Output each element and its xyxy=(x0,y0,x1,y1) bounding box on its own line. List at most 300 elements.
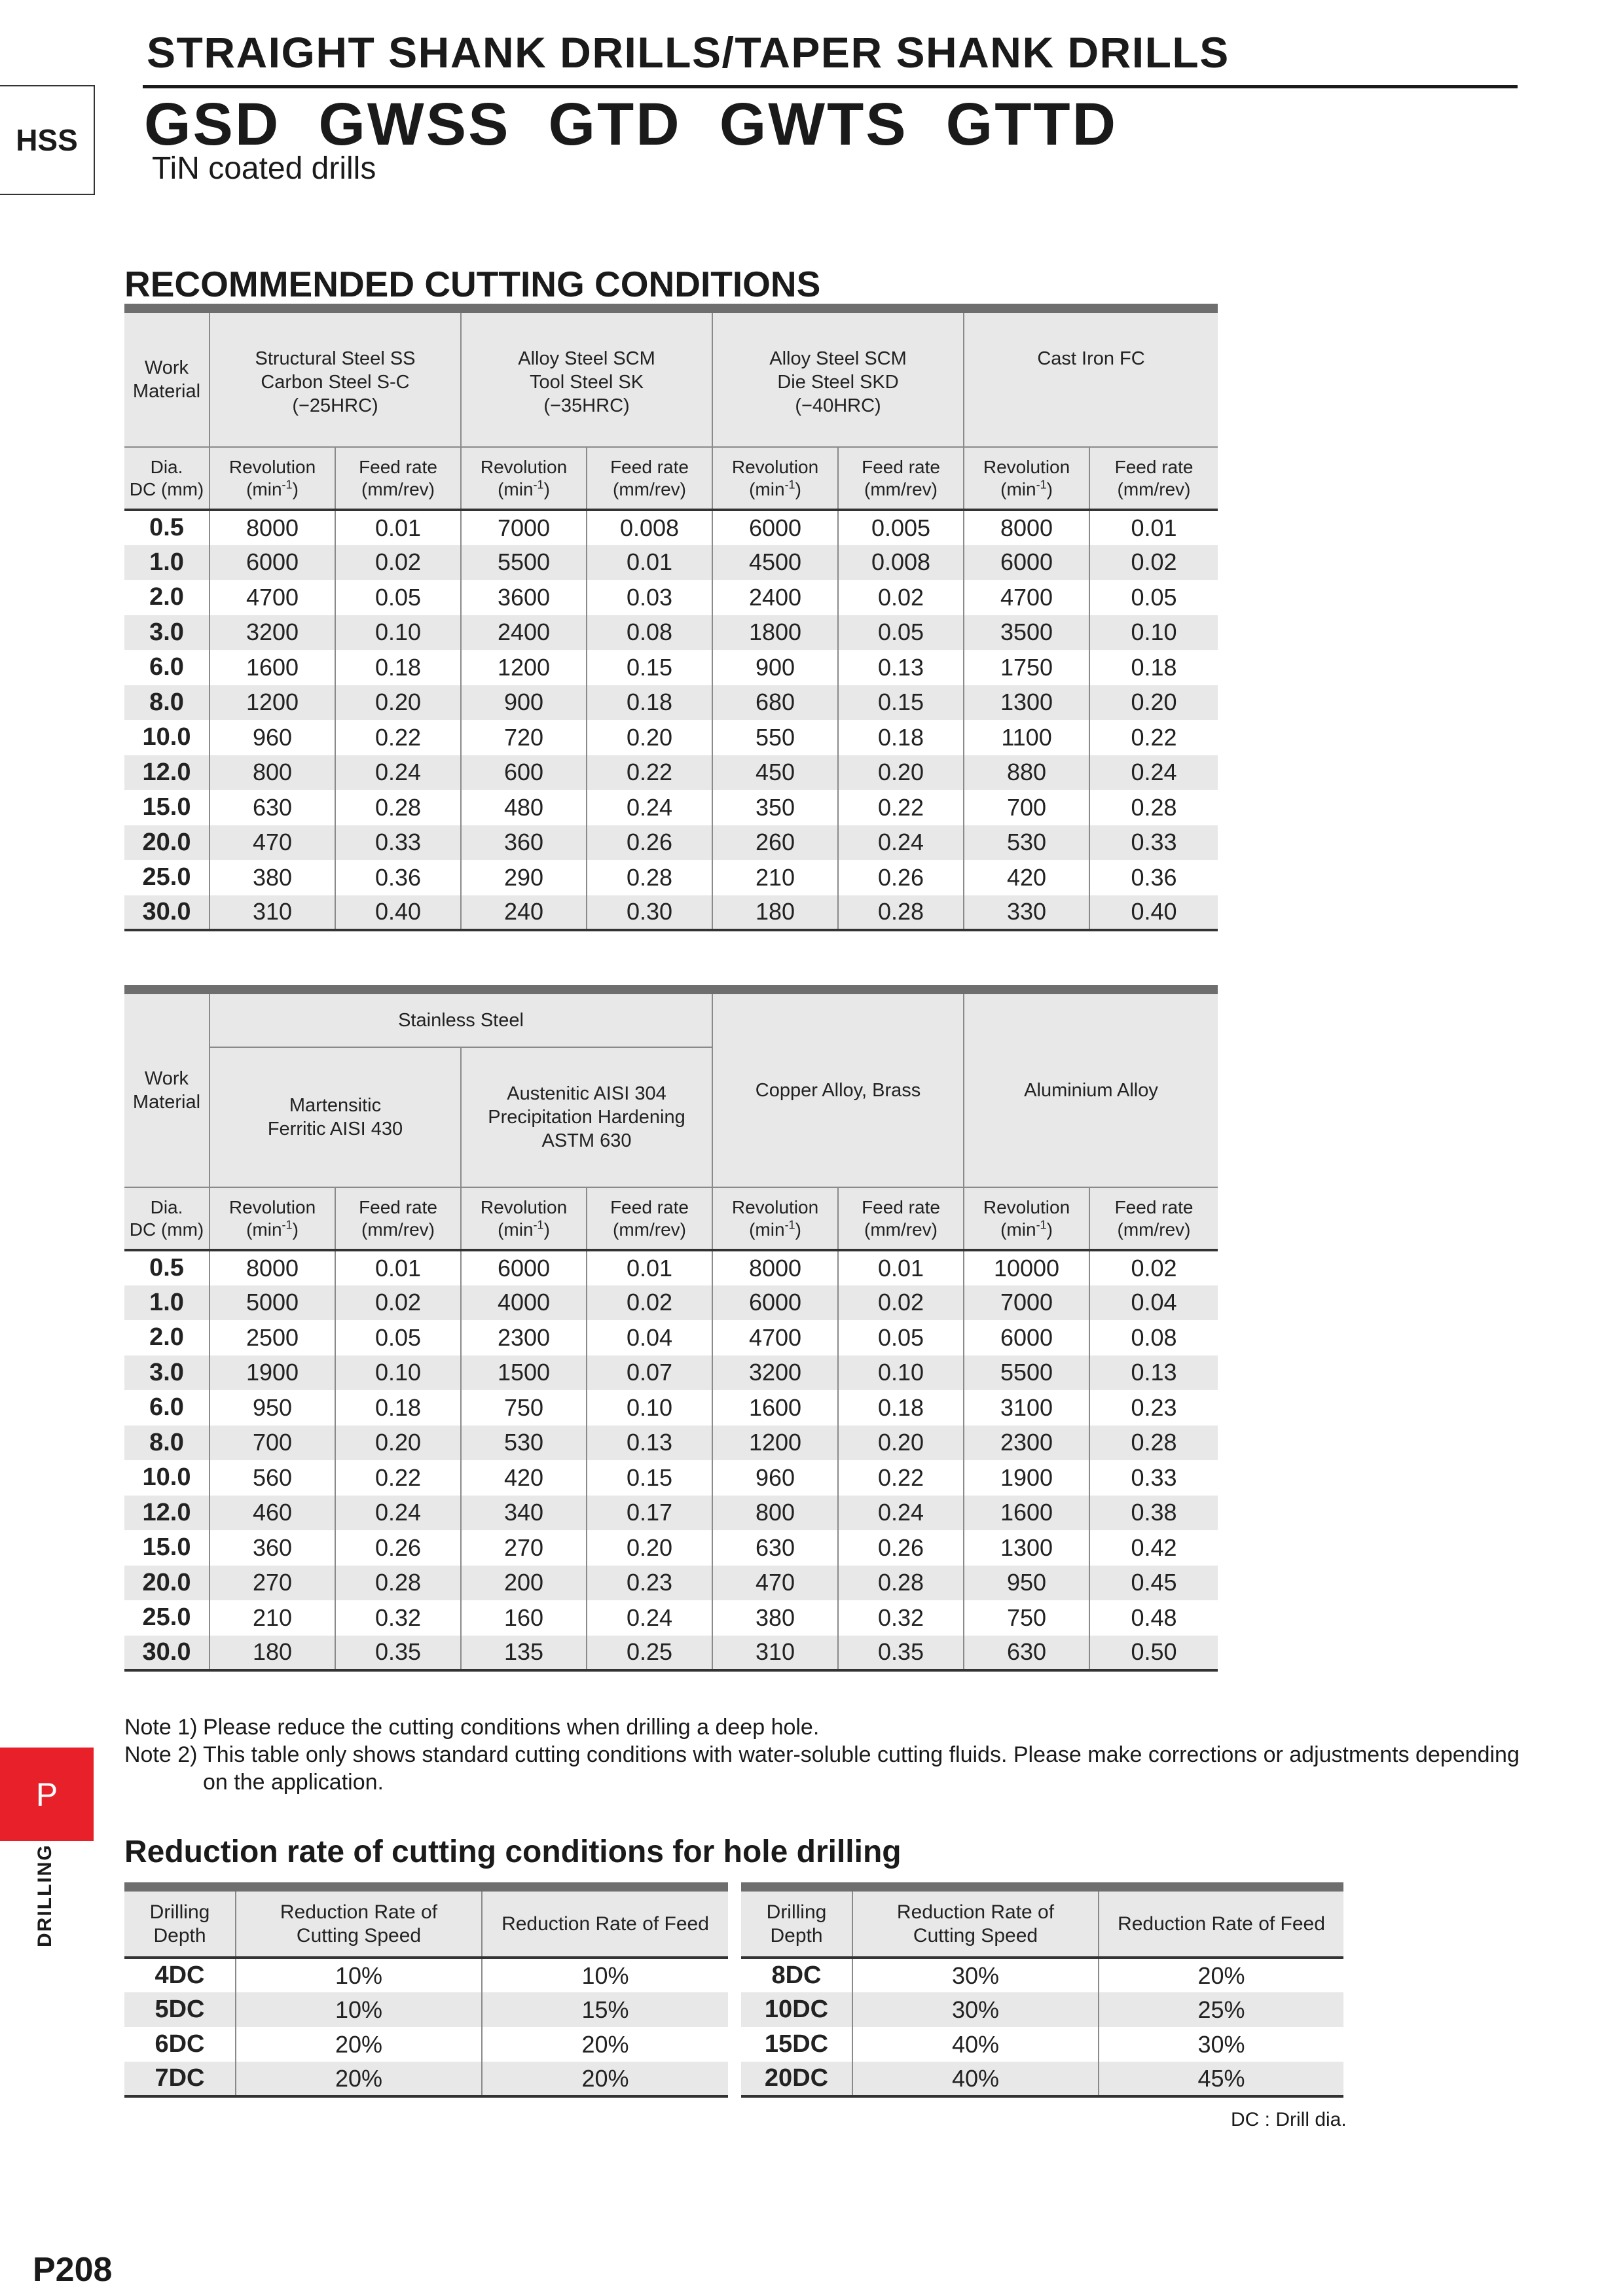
table-row xyxy=(124,545,1218,581)
value-cell: 360 xyxy=(210,1530,335,1566)
feed-rate-header: Feed rate (mm/rev) xyxy=(838,1187,964,1250)
value-cell: 0.18 xyxy=(1089,650,1218,685)
value-cell: 0.20 xyxy=(587,720,712,755)
value-cell: 40% xyxy=(852,2027,1099,2062)
value-cell: 1100 xyxy=(964,720,1089,755)
hss-side-tab: HSS xyxy=(0,85,95,195)
value-cell: 0.15 xyxy=(587,1460,712,1496)
diameter-cell: 20.0 xyxy=(124,1566,210,1601)
note-text: Please reduce the cutting conditions when drilling a deep hole. xyxy=(203,1715,820,1740)
section-title: RECOMMENDED CUTTING CONDITIONS xyxy=(124,264,821,304)
note-item xyxy=(124,1741,1532,1796)
table-row xyxy=(124,1600,1218,1636)
value-cell: 25% xyxy=(1099,1992,1343,2027)
value-cell: 0.50 xyxy=(1089,1636,1218,1671)
table-row xyxy=(741,1992,1343,2027)
revolution-header: Revolution $(\min^{-1})$ xyxy=(712,1187,838,1250)
revolution-header: Revolution $(\min^{-1})$ xyxy=(964,447,1089,510)
material-header: Alloy Steel SCM Tool Steel SK (−35HRC) xyxy=(461,308,712,447)
product-code: GTD xyxy=(548,91,682,158)
value-cell: 0.24 xyxy=(335,1496,461,1531)
value-cell: 530 xyxy=(964,825,1089,861)
value-cell: 6000 xyxy=(461,1250,587,1285)
diameter-cell: 10.0 xyxy=(124,1460,210,1496)
depth-cell: 8DC xyxy=(741,1958,852,1992)
value-cell: 700 xyxy=(210,1426,335,1461)
value-cell: 8000 xyxy=(712,1250,838,1285)
value-cell: 750 xyxy=(461,1390,587,1426)
value-cell: 0.26 xyxy=(838,860,964,895)
value-cell: 0.02 xyxy=(1089,545,1218,581)
value-cell: 135 xyxy=(461,1636,587,1671)
table-row xyxy=(124,790,1218,825)
value-cell: 0.008 xyxy=(587,510,712,545)
value-cell: 0.26 xyxy=(335,1530,461,1566)
value-cell: 5500 xyxy=(461,545,587,581)
value-cell: 20% xyxy=(236,2062,482,2096)
value-cell: 8000 xyxy=(210,510,335,545)
value-cell: 600 xyxy=(461,755,587,791)
value-cell: 1600 xyxy=(210,650,335,685)
value-cell: 6000 xyxy=(712,1285,838,1321)
diameter-cell: 3.0 xyxy=(124,1355,210,1391)
value-cell: 0.10 xyxy=(335,1355,461,1391)
diameter-cell: 8.0 xyxy=(124,685,210,721)
value-cell: 0.02 xyxy=(838,1285,964,1321)
value-cell: 2300 xyxy=(461,1320,587,1355)
stainless-steel-header: Stainless Steel xyxy=(210,990,712,1047)
value-cell: 3200 xyxy=(210,615,335,651)
value-cell: 0.01 xyxy=(335,510,461,545)
value-cell: 0.33 xyxy=(1089,825,1218,861)
value-cell: 0.03 xyxy=(587,580,712,615)
value-cell: 0.24 xyxy=(587,790,712,825)
value-cell: 0.38 xyxy=(1089,1496,1218,1531)
value-cell: 0.01 xyxy=(335,1250,461,1285)
revolution-header: Revolution $(\min^{-1})$ xyxy=(210,1187,335,1250)
table-row xyxy=(124,685,1218,721)
value-cell: 10% xyxy=(482,1958,728,1992)
category-label-drilling: DRILLING xyxy=(34,1844,56,1947)
value-cell: 880 xyxy=(964,755,1089,791)
value-cell: 1600 xyxy=(964,1496,1089,1531)
value-cell: 960 xyxy=(712,1460,838,1496)
note-text: This table only shows standard cutting conditions with water-soluble cutting fluids. Please make corrections or adjustments depending on the application. xyxy=(203,1742,1520,1795)
value-cell: 4700 xyxy=(712,1320,838,1355)
value-cell: 0.33 xyxy=(335,825,461,861)
value-cell: 0.23 xyxy=(587,1566,712,1601)
table-row xyxy=(124,1320,1218,1355)
value-cell: 40% xyxy=(852,2062,1099,2096)
value-cell: 0.20 xyxy=(335,1426,461,1461)
value-cell: 340 xyxy=(461,1496,587,1531)
value-cell: 0.26 xyxy=(587,825,712,861)
revolution-header: Revolution $(\min^{-1})$ xyxy=(461,1187,587,1250)
value-cell: 0.04 xyxy=(587,1320,712,1355)
value-cell: 5500 xyxy=(964,1355,1089,1391)
value-cell: 0.05 xyxy=(1089,580,1218,615)
depth-cell: 10DC xyxy=(741,1992,852,2027)
speed-reduction-header: Reduction Rate of Cutting Speed xyxy=(236,1887,482,1958)
value-cell: 20% xyxy=(482,2027,728,2062)
value-cell: 0.40 xyxy=(1089,895,1218,931)
product-code: GTTD xyxy=(945,91,1118,158)
value-cell: 0.35 xyxy=(838,1636,964,1671)
product-subtitle: TiN coated drills xyxy=(152,151,376,186)
value-cell: 2500 xyxy=(210,1320,335,1355)
table-row xyxy=(124,1566,1218,1601)
material-header: Martensitic Ferritic AISI 430 xyxy=(210,1047,461,1187)
value-cell: 10% xyxy=(236,1992,482,2027)
value-cell: 0.10 xyxy=(1089,615,1218,651)
diameter-cell: 6.0 xyxy=(124,1390,210,1426)
value-cell: 0.01 xyxy=(838,1250,964,1285)
note-item xyxy=(124,1713,1532,1741)
value-cell: 0.24 xyxy=(587,1600,712,1636)
value-cell: 160 xyxy=(461,1600,587,1636)
feed-rate-header: Feed rate (mm/rev) xyxy=(587,447,712,510)
value-cell: 0.22 xyxy=(838,790,964,825)
table-row xyxy=(124,1992,728,2027)
value-cell: 680 xyxy=(712,685,838,721)
table-row xyxy=(124,650,1218,685)
value-cell: 380 xyxy=(712,1600,838,1636)
value-cell: 210 xyxy=(712,860,838,895)
drilling-depth-header: Drilling Depth xyxy=(124,1887,236,1958)
value-cell: 1600 xyxy=(712,1390,838,1426)
value-cell: 270 xyxy=(210,1566,335,1601)
value-cell: 0.22 xyxy=(1089,720,1218,755)
value-cell: 800 xyxy=(712,1496,838,1531)
table-row xyxy=(124,1958,728,1992)
value-cell: 0.28 xyxy=(838,895,964,931)
value-cell: 0.36 xyxy=(335,860,461,895)
value-cell: 0.13 xyxy=(1089,1355,1218,1391)
table-row xyxy=(124,2062,728,2096)
table-row xyxy=(124,580,1218,615)
value-cell: 0.32 xyxy=(335,1600,461,1636)
value-cell: 0.24 xyxy=(838,1496,964,1531)
value-cell: 0.01 xyxy=(587,1250,712,1285)
feed-rate-header: Feed rate (mm/rev) xyxy=(335,447,461,510)
value-cell: 0.08 xyxy=(1089,1320,1218,1355)
note-label: Note 2) xyxy=(124,1742,198,1767)
value-cell: 4500 xyxy=(712,545,838,581)
revolution-header: Revolution $(\min^{-1})$ xyxy=(964,1187,1089,1250)
value-cell: 1200 xyxy=(210,685,335,721)
diameter-cell: 15.0 xyxy=(124,790,210,825)
value-cell: 0.18 xyxy=(335,1390,461,1426)
value-cell: 30% xyxy=(852,1958,1099,1992)
value-cell: 0.02 xyxy=(1089,1250,1218,1285)
table-row xyxy=(124,1426,1218,1461)
value-cell: 20% xyxy=(1099,1958,1343,1992)
value-cell: 0.28 xyxy=(1089,1426,1218,1461)
diameter-cell: 12.0 xyxy=(124,1496,210,1531)
page-heading: STRAIGHT SHANK DRILLS/TAPER SHANK DRILLS xyxy=(147,28,1230,77)
value-cell: 4700 xyxy=(210,580,335,615)
depth-cell: 20DC xyxy=(741,2062,852,2096)
diameter-cell: 30.0 xyxy=(124,895,210,931)
product-code: GSD xyxy=(144,91,281,158)
reduction-table-right xyxy=(741,1882,1343,2098)
table-row xyxy=(124,860,1218,895)
value-cell: 0.005 xyxy=(838,510,964,545)
value-cell: 210 xyxy=(210,1600,335,1636)
value-cell: 10% xyxy=(236,1958,482,1992)
feed-reduction-header: Reduction Rate of Feed xyxy=(1099,1887,1343,1958)
value-cell: 30% xyxy=(852,1992,1099,2027)
value-cell: 0.20 xyxy=(587,1530,712,1566)
value-cell: 6000 xyxy=(210,545,335,581)
value-cell: 700 xyxy=(964,790,1089,825)
value-cell: 1200 xyxy=(712,1426,838,1461)
value-cell: 290 xyxy=(461,860,587,895)
value-cell: 180 xyxy=(712,895,838,931)
diameter-cell: 8.0 xyxy=(124,1426,210,1461)
value-cell: 0.07 xyxy=(587,1355,712,1391)
value-cell: 0.10 xyxy=(838,1355,964,1391)
value-cell: 0.10 xyxy=(335,615,461,651)
table-row xyxy=(741,1958,1343,1992)
value-cell: 0.20 xyxy=(1089,685,1218,721)
diameter-cell: 20.0 xyxy=(124,825,210,861)
table-row xyxy=(124,1530,1218,1566)
value-cell: 0.18 xyxy=(587,685,712,721)
depth-cell: 15DC xyxy=(741,2027,852,2062)
diameter-cell: 15.0 xyxy=(124,1530,210,1566)
table-row xyxy=(124,895,1218,931)
value-cell: 0.02 xyxy=(335,545,461,581)
table-row xyxy=(124,1390,1218,1426)
value-cell: 0.48 xyxy=(1089,1600,1218,1636)
value-cell: 0.13 xyxy=(587,1426,712,1461)
value-cell: 2400 xyxy=(712,580,838,615)
feed-rate-header: Feed rate (mm/rev) xyxy=(335,1187,461,1250)
revolution-header: Revolution $(\min^{-1})$ xyxy=(461,447,587,510)
table-row xyxy=(741,2062,1343,2096)
value-cell: 460 xyxy=(210,1496,335,1531)
value-cell: 2300 xyxy=(964,1426,1089,1461)
value-cell: 0.33 xyxy=(1089,1460,1218,1496)
value-cell: 0.05 xyxy=(838,1320,964,1355)
material-header: Structural Steel SS Carbon Steel S-C (−25HRC) xyxy=(210,308,461,447)
value-cell: 3500 xyxy=(964,615,1089,651)
value-cell: 2400 xyxy=(461,615,587,651)
value-cell: 20% xyxy=(482,2062,728,2096)
value-cell: 960 xyxy=(210,720,335,755)
value-cell: 0.22 xyxy=(335,720,461,755)
value-cell: 0.05 xyxy=(335,580,461,615)
value-cell: 1200 xyxy=(461,650,587,685)
depth-cell: 7DC xyxy=(124,2062,236,2096)
value-cell: 1500 xyxy=(461,1355,587,1391)
value-cell: 0.05 xyxy=(838,615,964,651)
table-row xyxy=(124,1636,1218,1671)
value-cell: 530 xyxy=(461,1426,587,1461)
table-row xyxy=(124,615,1218,651)
table-row xyxy=(124,1355,1218,1391)
category-tab-p: P xyxy=(0,1748,94,1841)
value-cell: 1300 xyxy=(964,685,1089,721)
reduction-title: Reduction rate of cutting conditions for hole drilling xyxy=(124,1835,902,1869)
value-cell: 1300 xyxy=(964,1530,1089,1566)
dc-footnote: DC : Drill dia. xyxy=(1231,2109,1347,2130)
material-header: Cast Iron FC xyxy=(964,308,1218,447)
value-cell: 270 xyxy=(461,1530,587,1566)
value-cell: 0.18 xyxy=(335,650,461,685)
diameter-cell: 1.0 xyxy=(124,545,210,581)
value-cell: 0.22 xyxy=(335,1460,461,1496)
value-cell: 0.15 xyxy=(587,650,712,685)
value-cell: 420 xyxy=(964,860,1089,895)
value-cell: 750 xyxy=(964,1600,1089,1636)
dia-header: Dia. DC (mm) xyxy=(124,447,210,510)
value-cell: 630 xyxy=(712,1530,838,1566)
value-cell: 4700 xyxy=(964,580,1089,615)
value-cell: 0.45 xyxy=(1089,1566,1218,1601)
value-cell: 3200 xyxy=(712,1355,838,1391)
table-row xyxy=(124,755,1218,791)
value-cell: 0.20 xyxy=(838,1426,964,1461)
value-cell: 470 xyxy=(712,1566,838,1601)
page-number: P208 xyxy=(33,2251,113,2289)
value-cell: 0.35 xyxy=(335,1636,461,1671)
value-cell: 180 xyxy=(210,1636,335,1671)
value-cell: 0.20 xyxy=(838,755,964,791)
revolution-header: Revolution $(\min^{-1})$ xyxy=(210,447,335,510)
value-cell: 380 xyxy=(210,860,335,895)
table-row xyxy=(741,2027,1343,2062)
value-cell: 0.28 xyxy=(335,790,461,825)
value-cell: 480 xyxy=(461,790,587,825)
value-cell: 7000 xyxy=(964,1285,1089,1321)
value-cell: 470 xyxy=(210,825,335,861)
value-cell: 0.26 xyxy=(838,1530,964,1566)
value-cell: 0.40 xyxy=(335,895,461,931)
value-cell: 0.25 xyxy=(587,1636,712,1671)
value-cell: 0.24 xyxy=(838,825,964,861)
value-cell: 0.10 xyxy=(587,1390,712,1426)
revolution-header: Revolution $(\min^{-1})$ xyxy=(712,447,838,510)
table-row xyxy=(124,1496,1218,1531)
table-row xyxy=(124,720,1218,755)
value-cell: 0.28 xyxy=(1089,790,1218,825)
diameter-cell: 25.0 xyxy=(124,1600,210,1636)
value-cell: 550 xyxy=(712,720,838,755)
diameter-cell: 6.0 xyxy=(124,650,210,685)
value-cell: 0.13 xyxy=(838,650,964,685)
value-cell: 0.30 xyxy=(587,895,712,931)
value-cell: 0.05 xyxy=(335,1320,461,1355)
value-cell: 1750 xyxy=(964,650,1089,685)
value-cell: 360 xyxy=(461,825,587,861)
value-cell: 240 xyxy=(461,895,587,931)
value-cell: 0.02 xyxy=(587,1285,712,1321)
value-cell: 1800 xyxy=(712,615,838,651)
reduction-table-left xyxy=(124,1882,728,2098)
value-cell: 30% xyxy=(1099,2027,1343,2062)
diameter-cell: 0.5 xyxy=(124,510,210,545)
value-cell: 0.28 xyxy=(587,860,712,895)
diameter-cell: 2.0 xyxy=(124,1320,210,1355)
material-header: Copper Alloy, Brass xyxy=(712,990,964,1187)
table-row xyxy=(124,510,1218,545)
value-cell: 6000 xyxy=(712,510,838,545)
value-cell: 0.22 xyxy=(838,1460,964,1496)
feed-reduction-header: Reduction Rate of Feed xyxy=(482,1887,728,1958)
value-cell: 0.20 xyxy=(335,685,461,721)
value-cell: 20% xyxy=(236,2027,482,2062)
work-material-header: Work Material xyxy=(124,990,210,1187)
value-cell: 720 xyxy=(461,720,587,755)
value-cell: 330 xyxy=(964,895,1089,931)
value-cell: 0.18 xyxy=(838,1390,964,1426)
value-cell: 630 xyxy=(964,1636,1089,1671)
depth-cell: 6DC xyxy=(124,2027,236,2062)
value-cell: 200 xyxy=(461,1566,587,1601)
value-cell: 10000 xyxy=(964,1250,1089,1285)
value-cell: 0.22 xyxy=(587,755,712,791)
table-row xyxy=(124,1285,1218,1321)
value-cell: 0.02 xyxy=(335,1285,461,1321)
value-cell: 260 xyxy=(712,825,838,861)
drilling-depth-header: Drilling Depth xyxy=(741,1887,852,1958)
value-cell: 8000 xyxy=(210,1250,335,1285)
product-code: GWSS xyxy=(318,91,511,158)
diameter-cell: 0.5 xyxy=(124,1250,210,1285)
value-cell: 0.28 xyxy=(838,1566,964,1601)
diameter-cell: 12.0 xyxy=(124,755,210,791)
value-cell: 7000 xyxy=(461,510,587,545)
product-code: GWTS xyxy=(719,91,908,158)
feed-rate-header: Feed rate (mm/rev) xyxy=(587,1187,712,1250)
value-cell: 45% xyxy=(1099,2062,1343,2096)
value-cell: 0.36 xyxy=(1089,860,1218,895)
depth-cell: 4DC xyxy=(124,1958,236,1992)
table-row xyxy=(124,825,1218,861)
table-row xyxy=(124,2027,728,2062)
diameter-cell: 10.0 xyxy=(124,720,210,755)
value-cell: 0.42 xyxy=(1089,1530,1218,1566)
value-cell: 310 xyxy=(210,895,335,931)
diameter-cell: 3.0 xyxy=(124,615,210,651)
value-cell: 630 xyxy=(210,790,335,825)
value-cell: 0.17 xyxy=(587,1496,712,1531)
cutting-conditions-table-1 xyxy=(124,304,1218,931)
table-row xyxy=(124,1460,1218,1496)
value-cell: 900 xyxy=(712,650,838,685)
depth-cell: 5DC xyxy=(124,1992,236,2027)
value-cell: 0.28 xyxy=(335,1566,461,1601)
value-cell: 6000 xyxy=(964,545,1089,581)
value-cell: 420 xyxy=(461,1460,587,1496)
material-header: Alloy Steel SCM Die Steel SKD (−40HRC) xyxy=(712,308,964,447)
value-cell: 0.01 xyxy=(587,545,712,581)
value-cell: 450 xyxy=(712,755,838,791)
value-cell: 310 xyxy=(712,1636,838,1671)
heading-rule xyxy=(143,85,1518,88)
value-cell: 0.24 xyxy=(335,755,461,791)
value-cell: 3600 xyxy=(461,580,587,615)
value-cell: 0.32 xyxy=(838,1600,964,1636)
value-cell: 0.01 xyxy=(1089,510,1218,545)
notes xyxy=(124,1713,1532,1796)
dia-header: Dia. DC (mm) xyxy=(124,1187,210,1250)
material-header: Aluminium Alloy xyxy=(964,990,1218,1187)
value-cell: 900 xyxy=(461,685,587,721)
diameter-cell: 2.0 xyxy=(124,580,210,615)
